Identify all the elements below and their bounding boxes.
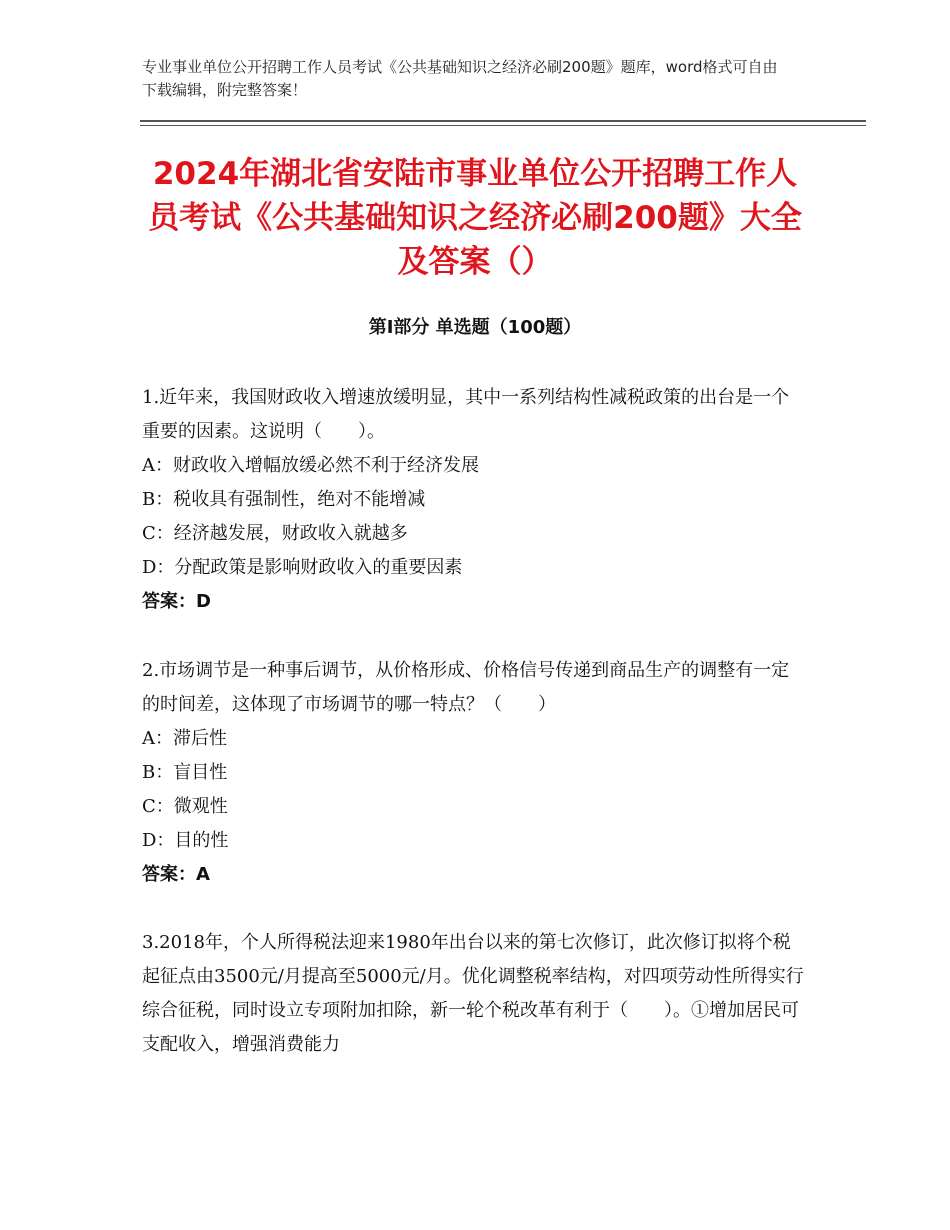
question-3 xyxy=(142,926,807,1062)
header-divider xyxy=(140,120,866,122)
question-stem: 1.近年来，我国财政收入增速放缓明显，其中一系列结构性减税政策的出台是一个重要的因素。这说明（ ）。 xyxy=(142,387,790,442)
question-stem: 2.市场调节是一种事后调节，从价格形成、价格信号传递到商品生产的调整有一定的时间差，这体现了市场调节的哪一特点？（ ） xyxy=(142,660,790,715)
question-1 xyxy=(142,381,807,619)
section-heading: 第Ⅰ部分 单选题（100题） xyxy=(368,317,582,338)
option-d: D：目的性 xyxy=(142,830,229,851)
answer: 答案：A xyxy=(142,864,210,885)
header-divider-thin xyxy=(140,125,866,126)
document-title: 2024年湖北省安陆市事业单位公开招聘工作人员考试《公共基础知识之经济必刷200题》大全及答案（） xyxy=(148,156,802,280)
answer: 答案：D xyxy=(142,591,211,612)
option-c: C：微观性 xyxy=(142,796,228,817)
option-a: A：滞后性 xyxy=(142,728,227,749)
question-2 xyxy=(142,654,807,892)
header-note: 专业事业单位公开招聘工作人员考试《公共基础知识之经济必刷200题》题库，word格式可自由下载编辑，附完整答案！ xyxy=(142,58,778,99)
option-b: B：税收具有强制性，绝对不能增减 xyxy=(142,489,426,510)
option-b: B：盲目性 xyxy=(142,762,228,783)
option-d: D：分配政策是影响财政收入的重要因素 xyxy=(142,557,463,578)
question-stem: 3.2018年，个人所得税法迎来1980年出台以来的第七次修订，此次修订拟将个税起征点由3500元/月提高至5000元/月。优化调整税率结构，对四项劳动性所得实行综合征税，同时设立专项附加扣除，新一轮个税改革有利于（ ）。①增加居民可支配收入，增强消费能力 xyxy=(142,932,804,1055)
option-c: C：经济越发展，财政收入就越多 xyxy=(142,523,408,544)
option-a: A：财政收入增幅放缓必然不利于经济发展 xyxy=(142,455,479,476)
